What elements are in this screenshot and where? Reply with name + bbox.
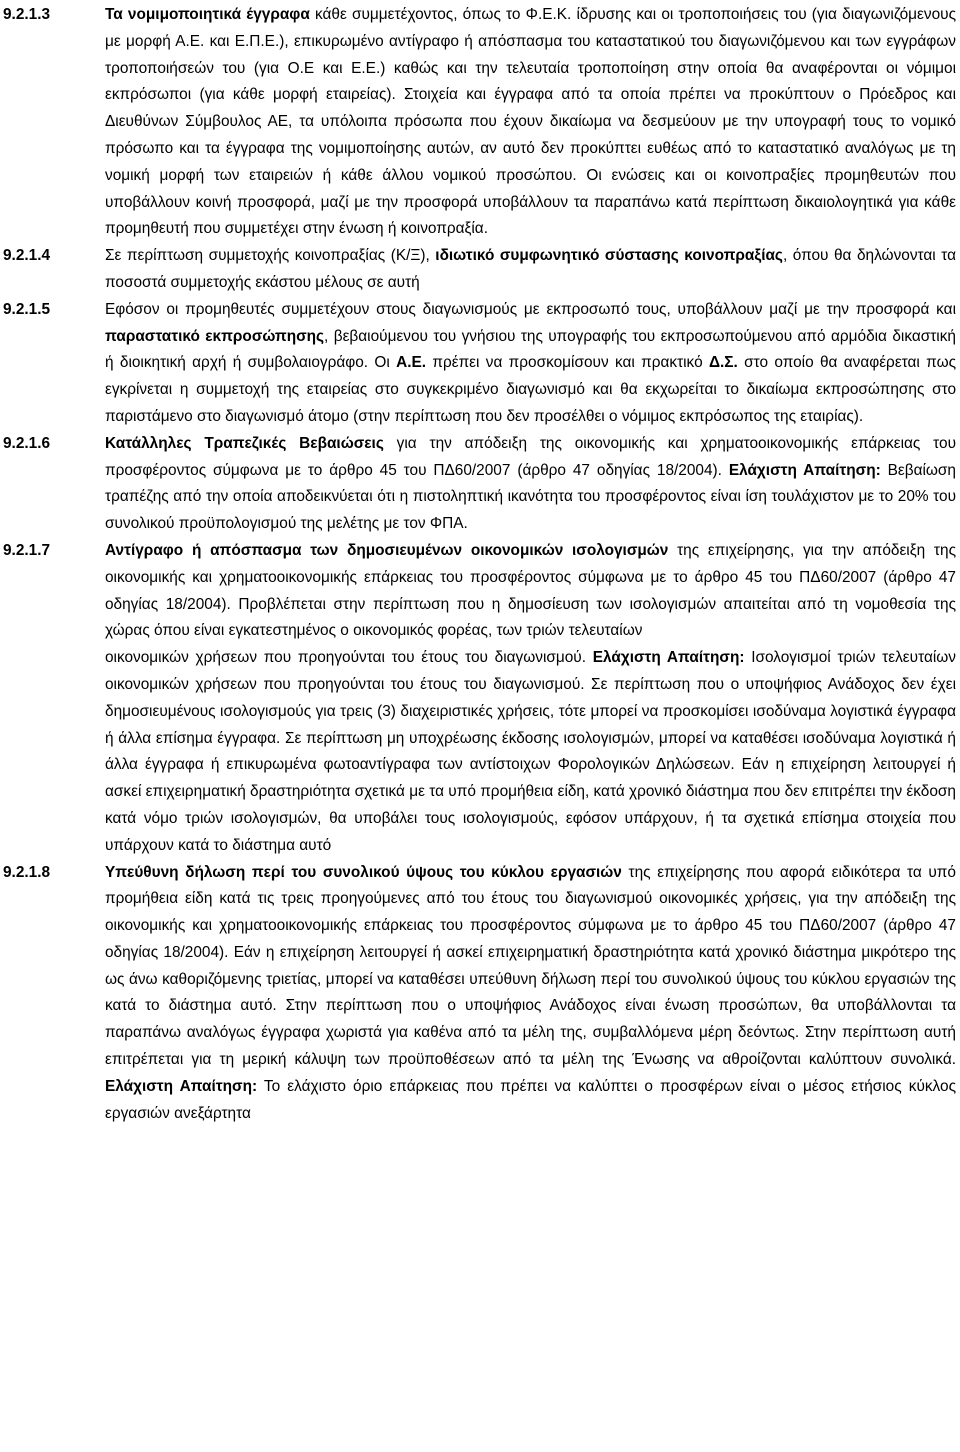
clause-item bbox=[3, 297, 956, 431]
clause-content bbox=[105, 2, 956, 243]
bold-text: Ελάχιστη Απαίτηση: bbox=[105, 1077, 258, 1095]
body-text: της επιχείρησης, για την απόδειξη της οικονομικής και χρηματοοικονομικής επάρκειας του προσφέροντος σύμφωνα με το άρθρο 45 του ΠΔ60/2007 (άρθρο 47 οδηγίας 18/2004). Προβλέπεται στην περίπτωση που η δημοσίευση των ισολογισμών απαιτείται από τη νομοθεσία της χώρας όπου είναι εγκατεστημένος ο οικονομικός φορέας, των τριών τελευταίων bbox=[105, 541, 956, 640]
body-text: οικονομικών χρήσεων που προηγούνται του έτους του διαγωνισμού. bbox=[105, 649, 593, 667]
clause-item bbox=[3, 538, 956, 860]
bold-text: παραστατικό εκπροσώπησης bbox=[105, 327, 325, 345]
bold-text: Α.Ε. bbox=[396, 354, 427, 372]
bold-text: Δ.Σ. bbox=[708, 354, 738, 372]
body-text: στο οποίο θα αναφέρεται πως εγκρίνεται η συμμετοχή της εταιρείας στο συγκεκριμένο διαγωνισμό και θα εκχωρείται το δικαίωμα εκπροσώπησης στο παριστάμενο στο διαγωνισμό άτομο (στην περίπτωση που δεν προσέλθει ο νόμιμος εκπρόσωπος της εταιρίας). bbox=[105, 354, 957, 425]
bold-text: Ελάχιστη Απαίτηση: bbox=[592, 649, 745, 667]
clause-content bbox=[105, 431, 956, 538]
body-text: Βεβαίωση τραπέζης από την οποία αποδεικνύεται ότι η πιστοληπτική ικανότητα του προσφέροντος είναι ίση τουλάχιστον με το 20% του συνολικού προϋπολογισμού της μελέτης με τον ΦΠΑ. bbox=[105, 461, 956, 533]
body-text: Εφόσον οι προμηθευτές συμμετέχουν στους διαγωνισμούς με εκπροσωπό τους, υποβάλλουν μαζί με την προσφορά και bbox=[105, 300, 956, 318]
clause-paragraph bbox=[105, 538, 956, 645]
body-text: Ισολογισμοί τριών τελευταίων οικονομικών χρήσεων που προηγούνται του έτους του διαγωνισμού. Σε περίπτωση που ο υποψήφιος Ανάδοχος δεν έχει δημοσιευμένους ισολογισμούς για τρεις (3) διαχειριστικές χρήσεις, τότε μπορεί να προσκομίσει ισοδύναμα λογιστικά έγγραφα ή άλλα επίσημα έγγραφα. Σε περίπτωση μη υποχρέωσης έκδοσης ισολογισμών, μπορεί να καταθέσει ισοδύναμα λογιστικά ή άλλα έγγραφα ή επικυρωμένα φωτοαντίγραφα των αντίστοιχων Φορολογικών Δηλώσεων. Εάν η επιχείρηση λειτουργεί ή ασκεί επιχειρηματική δραστηριότητα σχετικά με τα υπό προμήθεια είδη, κατά χρονικό διάστημα που δεν επιτρέπει την έκδοση κατά νόμο τριών ισολογισμών, θα υποβάλει τους ισολογισμούς, εφόσον υπάρχουν, ή τα σχετικά επίσημα στοιχεία που υπάρχουν κατά το διάστημα αυτό bbox=[105, 649, 956, 854]
bold-text: Αντίγραφο ή απόσπασμα των δημοσιευμένων οικονομικών ισολογισμών bbox=[105, 541, 669, 559]
body-text: , βεβαιούμενου του γνήσιου της υπογραφής του εκπροσωπούμενου από αρμόδια δικαστική ή διοικητική αρχή ή συμβολαιογράφο. Οι bbox=[105, 327, 956, 372]
clause-paragraph bbox=[105, 243, 956, 297]
clause-paragraph bbox=[105, 431, 956, 538]
body-text: Το ελάχιστο όριο επάρκειας που πρέπει να καλύπτει ο προσφέρων είναι ο μέσος ετήσιος κύκλος εργασιών ανεξάρτητα bbox=[105, 1077, 956, 1122]
clause-content bbox=[105, 297, 956, 431]
clause-paragraph bbox=[105, 860, 956, 1128]
body-text: για την απόδειξη της οικονομικής και χρηματοοικονομικής επάρκειας του προσφέροντος σύμφωνα με το άρθρο 45 του ΠΔ60/2007 (άρθρο 47 οδηγίας 18/2004). bbox=[105, 434, 956, 479]
body-text: , όπου θα δηλώνονται τα ποσοστά συμμετοχής εκάστου μέλους σε αυτή bbox=[105, 247, 956, 291]
clause-number: 9.2.1.6 bbox=[3, 434, 51, 452]
bold-text: Υπεύθυνη δήλωση περί του συνολικού ύψους του κύκλου εργασιών bbox=[105, 863, 622, 881]
bold-text: Ελάχιστη Απαίτηση: bbox=[728, 461, 881, 479]
clause-paragraph bbox=[105, 297, 956, 431]
clause-content bbox=[105, 538, 956, 860]
clause-content bbox=[105, 860, 956, 1128]
clause-number: 9.2.1.7 bbox=[3, 541, 51, 559]
clause-number: 9.2.1.4 bbox=[3, 247, 51, 265]
clause-number: 9.2.1.5 bbox=[3, 300, 51, 318]
body-text: της επιχείρησης που αφορά ειδικότερα τα υπό προμήθεια είδη κατά τις τρεις προηγούμενες από του έτους του διαγωνισμού οικονομικές χρήσεις, για την απόδειξη της οικονομικής και χρηματοοικονομικής επάρκειας του προσφέροντος σύμφωνα με το άρθρο 45 του ΠΔ60/2007 (άρθρο 47 οδηγίας 18/2004). Εάν η επιχείρηση λειτουργεί ή ασκεί επιχειρηματική δραστηριότητα κατά χρονικό διάστημα μικρότερο της ως άνω καθοριζόμενης τριετίας, μπορεί να καταθέσει υπεύθυνη δήλωση περί του συνολικού ύψους του κύκλου εργασιών της κατά το διάστημα αυτό. Στην περίπτωση που ο υποψήφιος Ανάδοχος είναι ένωση προσώπων, θα υποβάλλονται τα παραπάνω αναλόγως έγγραφα χωριστά για καθένα από τα μέλη της, συμβαλλόμενα μέρη δεόντως. Στην περίπτωση αυτή επιτρέπεται για τη μερική κάλυψη των προϋποθέσεων από τα μέλη της Ένωσης να αθροίζονται καλύπτουν συνολικά. bbox=[105, 863, 956, 1069]
clause-item bbox=[3, 860, 956, 1128]
clause-paragraph bbox=[105, 645, 956, 859]
clause-number: 9.2.1.8 bbox=[3, 863, 51, 881]
body-text: Σε περίπτωση συμμετοχής κοινοπραξίας (Κ/Ξ), bbox=[105, 247, 436, 265]
body-text: κάθε συμμετέχοντος, όπως το Φ.Ε.Κ. ίδρυσης και οι τροποποιήσεις του (για διαγωνιζόμενους με μορφή Α.Ε. και Ε.Π.Ε.), επικυρωμένο αντίγραφο ή απόσπασμα του καταστατικού του διαγωνιζόμενου και των εγγράφων τροποποιήσεών του (για Ο.Ε και Ε.Ε.) καθώς και την τελευταία τροποποίηση στην οποία θα αναφέρονται οι νόμιμοι εκπρόσωποι (για κάθε μορφή εταιρείας). Στοιχεία και έγγραφα από τα οποία πρέπει να προκύπτουν ο Πρόεδρος και Διευθύνων Σύμβουλος ΑΕ, τα υπόλοιπα πρόσωπα που έχουν δικαίωμα να δεσμεύουν με την υπογραφή τους το νομικό πρόσωπο και τα έγγραφα της νομιμοποίησης αυτών, αν αυτό δεν προκύπτει ευθέως από το καταστατικό αναλόγως με τη νομική μορφή των εταιρειών ή κάθε άλλου νομικού προσώπου. Οι ενώσεις και οι κοινοπραξίες προμηθευτών που υποβάλλουν κοινή προσφορά, μαζί με την προσφορά υποβάλλουν τα παραπάνω κατά περίπτωση δικαιολογητικά για κάθε προμηθευτή που συμμετέχει στην ένωση ή κοινοπραξία. bbox=[105, 6, 956, 238]
clause-item bbox=[3, 431, 956, 538]
clause-paragraph bbox=[105, 2, 956, 243]
clause-content bbox=[105, 243, 956, 297]
body-text: πρέπει να προσκομίσουν και πρακτικό bbox=[426, 354, 709, 372]
bold-text: Κατάλληλες Τραπεζικές Βεβαιώσεις bbox=[105, 434, 384, 452]
clause-number: 9.2.1.3 bbox=[3, 6, 51, 23]
bold-text: Τα νομιμοποιητικά έγγραφα bbox=[105, 6, 310, 23]
bold-text: ιδιωτικό συμφωνητικό σύστασης κοινοπραξίας bbox=[435, 247, 783, 265]
clause-item bbox=[3, 2, 956, 243]
clause-item bbox=[3, 243, 956, 297]
